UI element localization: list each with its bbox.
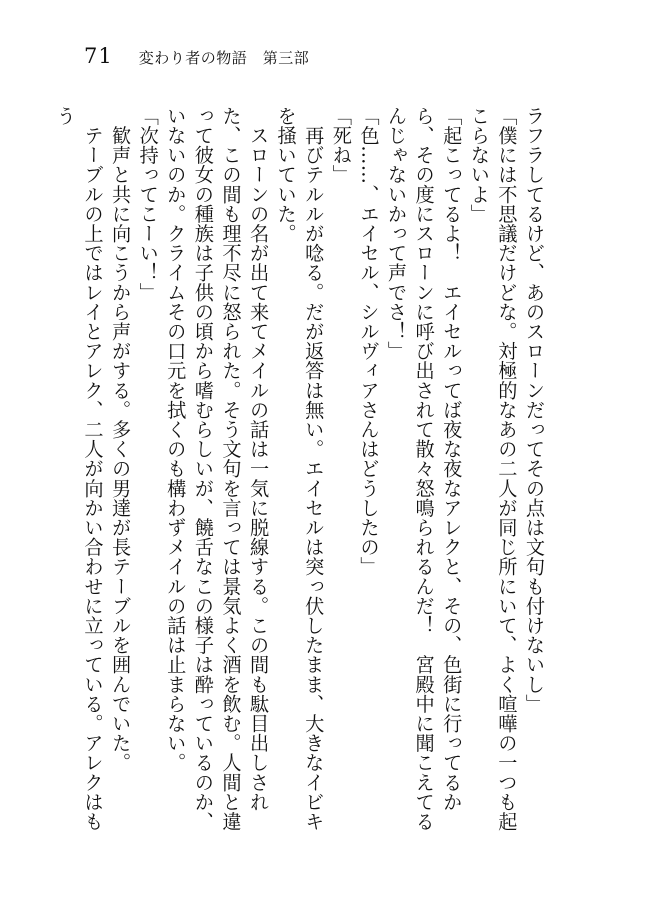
paragraph: 歓声と共に向こうから声がする。多くの男達が長テーブルを囲んでいた。 xyxy=(109,106,133,773)
running-title: 変わり者の物語 第三部 xyxy=(138,49,310,67)
paragraph: スローンの名が出て来てメイルの話は一気に脱線する。この間も駄目出しされた、この間も理不尽に怒られた。そう文句を言っては景気よく酒を飲む。人間と違って彼女の種族は子供の頃から嗜むらしいが、饒舌なこの様子は酔っているのか、いないのか。クライムその口元を拭くのも構わずメイルの話は止まらない。 xyxy=(164,106,271,832)
paragraph: 「色……、エイセル、シルヴィアさんはどうしたの」 xyxy=(357,106,381,577)
paragraph: ラフラしてるけど、あのスローンだってその点は文句も付けないし」 xyxy=(523,106,546,714)
paragraph: 「死ね」 xyxy=(329,106,353,185)
paragraph: 「起こってるよ！ エイセルってば夜な夜なアレクと、その、色街に行ってるから、その度にスローンに呼び出されて散々怒鳴られるんだ！ 宮殿中に聞こえてるんじゃないかって声でさ！」 xyxy=(385,106,464,832)
page-header xyxy=(84,44,309,74)
paragraph: テーブルの上ではレイとアレク、二人が向かい合わせに立っている。アレクはもう xyxy=(53,106,105,832)
paragraph: 「次持ってこーい！」 xyxy=(136,106,160,302)
page-number: 71 xyxy=(84,44,113,68)
vertical-body-text xyxy=(53,106,548,846)
paragraph: 再びテルルが唸る。だが返答は無い。エイセルは突っ伏したまま、大きなイビキを掻いていた。 xyxy=(274,106,326,832)
paragraph: 「僕には不思議だけどな。対極的なあの二人が同じ所にいて、よく喧嘩の一つも起こらないよ」 xyxy=(467,106,519,832)
